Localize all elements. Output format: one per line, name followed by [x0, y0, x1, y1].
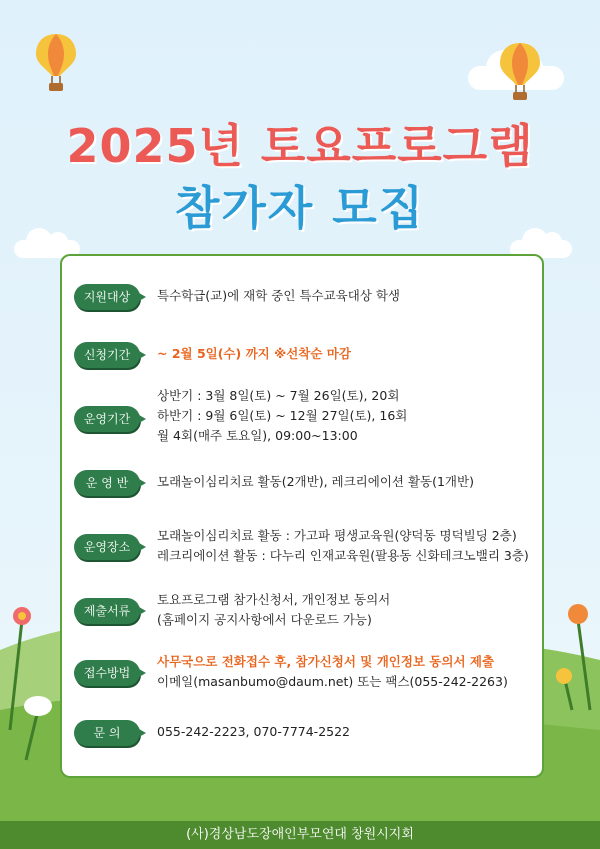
- row-text: ~ 2월 5일(수) 까지 ※선착순 마감: [157, 346, 351, 361]
- row-text: 모래놀이심리치료 활동(2개반), 레크리에이션 활동(1개반): [157, 474, 474, 489]
- row-text: 하반기 : 9월 6일(토) ~ 12월 27일(토), 16회: [157, 408, 408, 423]
- row-text: 055-242-2223, 070-7774-2522: [157, 724, 350, 739]
- label-pill: 운영기간: [74, 406, 140, 432]
- info-card: [60, 254, 544, 778]
- label-pill: 신청기간: [74, 342, 140, 368]
- hot-air-balloon-icon: [34, 32, 78, 92]
- label-pill: 지원대상: [74, 284, 140, 310]
- label-pill: 운영장소: [74, 534, 140, 560]
- title-line-2: 참가자 모집: [174, 181, 426, 235]
- row-text: 사무국으로 전화접수 후, 참가신청서 및 개인정보 동의서 제출: [157, 654, 495, 669]
- label-pill: 접수방법: [74, 660, 140, 686]
- label-pill: 문 의: [74, 720, 140, 746]
- label-pill: 제출서류: [74, 598, 140, 624]
- title-line-1: 2025년 토요프로그램: [66, 119, 534, 173]
- row-text: 모래놀이심리치료 활동 : 가고파 평생교육원(양덕동 명덕빌딩 2층): [157, 528, 517, 543]
- row-text: 상반기 : 3월 8일(토) ~ 7월 26일(토), 20회: [157, 388, 400, 403]
- hot-air-balloon-icon: [498, 40, 542, 102]
- label-pill: 운 영 반: [74, 470, 140, 496]
- row-text: (홈페이지 공지사항에서 다운로드 가능): [157, 612, 372, 627]
- row-text: 토요프로그램 참가신청서, 개인정보 동의서: [157, 592, 391, 607]
- row-text: 레크리에이션 활동 : 다누리 인재교육원(팔용동 신화테크노밸리 3층): [157, 548, 529, 563]
- row-text: 이메일(masanbumo@daum.net) 또는 팩스(055-242-2263): [157, 674, 508, 689]
- row-text: 특수학급(교)에 재학 중인 특수교육대상 학생: [157, 288, 400, 303]
- row-text: 월 4회(매주 토요일), 09:00~13:00: [157, 428, 358, 443]
- footer-organization: (사)경상남도장애인부모연대 창원시지회: [0, 821, 600, 849]
